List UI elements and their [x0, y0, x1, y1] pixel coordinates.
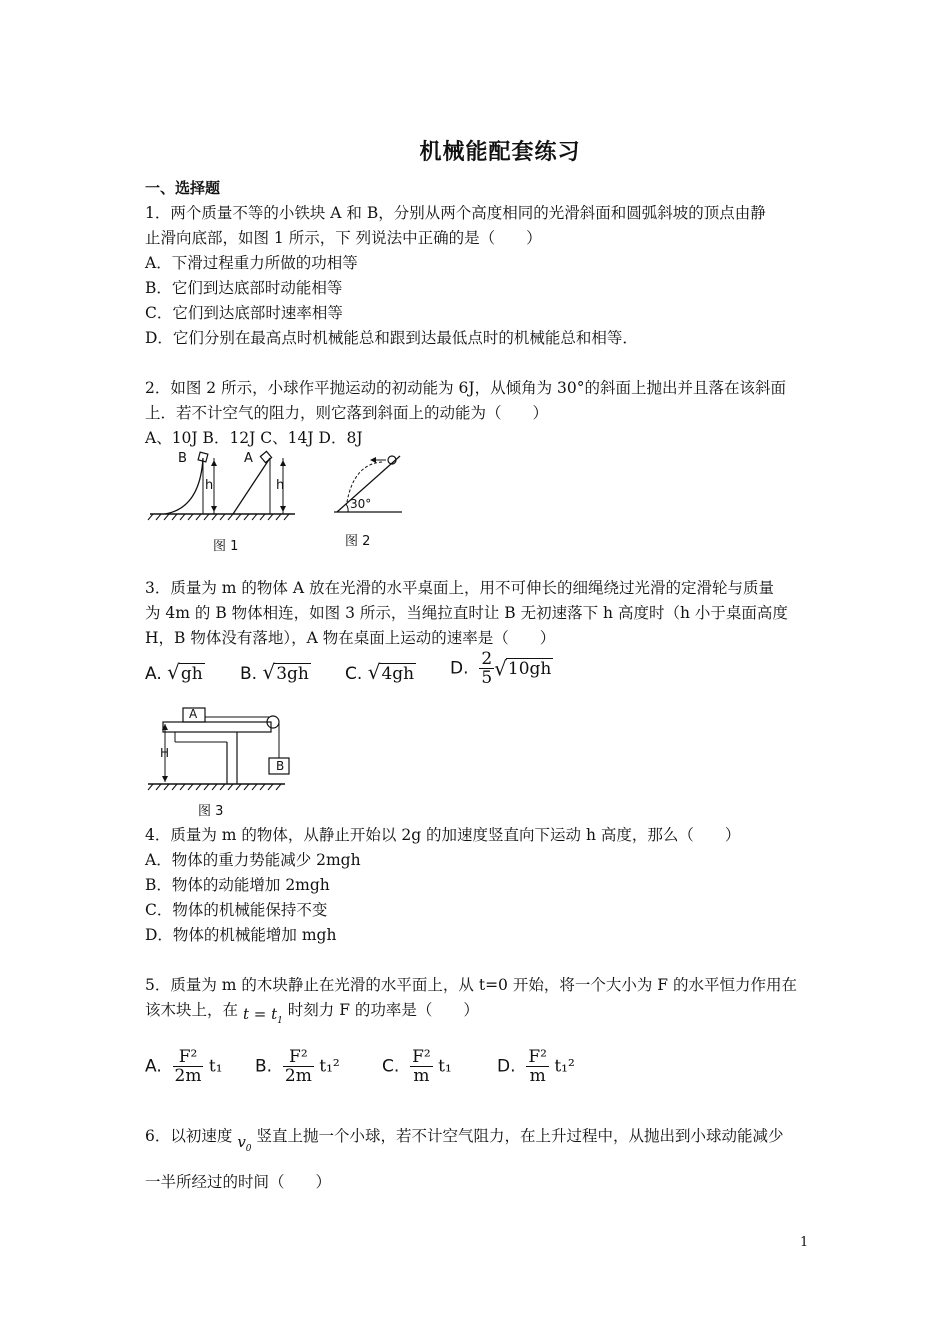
q5-stem-line2: 该木块上，在 $t = t_1$ 时刻力 F 的功率是（ ）	[145, 1001, 479, 1026]
q2-options: A、10J B．12J C、14J D．8J	[145, 429, 363, 447]
q3-option-c: C. √4gh	[345, 660, 415, 684]
q2-stem-line2: 上．若不计空气的阻力，则它落到斜面上的动能为（ ）	[145, 404, 549, 422]
q1-stem-line1: 1．两个质量不等的小铁块 A 和 B，分别从两个高度相同的光滑斜面和圆弧斜坡的顶点由静	[145, 204, 766, 222]
q3-option-b: B. √3gh	[240, 660, 309, 684]
q1-option-d: D．它们分别在最高点时机械能总和跟到达最低点时的机械能总和相等．	[145, 329, 638, 347]
q5-option-b: B. $\frac{\text{F²}}{2m}$ t₁²	[255, 1047, 340, 1086]
q3-stem-line3: H，B 物体没有落地），A 物在桌面上运动的速率是（ ）	[145, 629, 556, 647]
q3-stem-line1: 3．质量为 m 的物体 A 放在光滑的水平桌面上，用不可伸长的细绳绕过光滑的定滑轮与质量	[145, 579, 774, 597]
q6-stem-line1: 6．以初速度 $v_0$ 竖直上抛一个小球，若不计空气阻力，在上升过程中，从抛出到小球动能减少	[145, 1127, 784, 1154]
q1-option-c: C．它们到达底部时速率相等	[145, 304, 343, 322]
fig1-caption: 图 1	[213, 539, 239, 554]
q1-option-a: A．下滑过程重力所做的功相等	[145, 254, 358, 272]
fig2-angle-label: 30°	[350, 497, 372, 511]
page-title: 机械能配套练习	[419, 140, 581, 165]
fig3-label-h: H	[160, 746, 170, 760]
q6-stem-line2: 一半所经过的时间（ ）	[145, 1173, 332, 1191]
q3-stem-line2: 为 4m 的 B 物体相连，如图 3 所示，当绳拉直时让 B 无初速落下 h 高度时（h 小于桌面高度	[145, 604, 788, 622]
section-heading: 一、选择题	[145, 179, 221, 197]
q5-stem-line1: 5．质量为 m 的木块静止在光滑的水平面上，从 t=0 开始，将一个大小为 F 的水平恒力作用在	[145, 976, 797, 994]
q4-option-c: C．物体的机械能保持不变	[145, 901, 328, 919]
q3-option-d: D. $\frac{2}{5}$ √10gh	[450, 649, 552, 688]
q1-stem-line2: 止滑向底部，如图 1 所示，下 列说法中正确的是（ ）	[145, 229, 542, 247]
q4-stem: 4．质量为 m 的物体，从静止开始以 2g 的加速度竖直向下运动 h 高度，那么（ ）	[145, 826, 741, 844]
q3-option-a: A. √gh	[145, 660, 203, 684]
page-number: 1	[800, 1235, 809, 1250]
q1-option-b: B．它们到达底部时动能相等	[145, 279, 343, 297]
fig2-caption: 图 2	[345, 534, 371, 549]
fig3-label-b: B	[276, 759, 285, 773]
fig1-label-b: B	[178, 451, 187, 466]
fig1-label-a: A	[244, 451, 253, 466]
q5-option-c: C. $\frac{\text{F²}}{m}$ t₁	[382, 1047, 452, 1086]
fig3-label-a: A	[189, 707, 198, 721]
q5-option-a: A. $\frac{\text{F²}}{2m}$ t₁	[145, 1047, 223, 1086]
q5-option-d: D. $\frac{\text{F²}}{m}$ t₁²	[497, 1047, 575, 1086]
q2-stem-line1: 2．如图 2 所示，小球作平抛运动的初动能为 6J，从倾角为 30°的斜面上抛出并且落在该斜面	[145, 379, 786, 397]
q4-option-a: A．物体的重力势能减少 2mgh	[145, 851, 361, 869]
fig1-label-h1: h	[205, 478, 214, 493]
q4-option-b: B．物体的动能增加 2mgh	[145, 876, 330, 894]
fig1-label-h2: h	[276, 478, 285, 493]
fig3-caption: 图 3	[198, 804, 224, 819]
q4-option-d: D．物体的机械能增加 mgh	[145, 926, 337, 944]
